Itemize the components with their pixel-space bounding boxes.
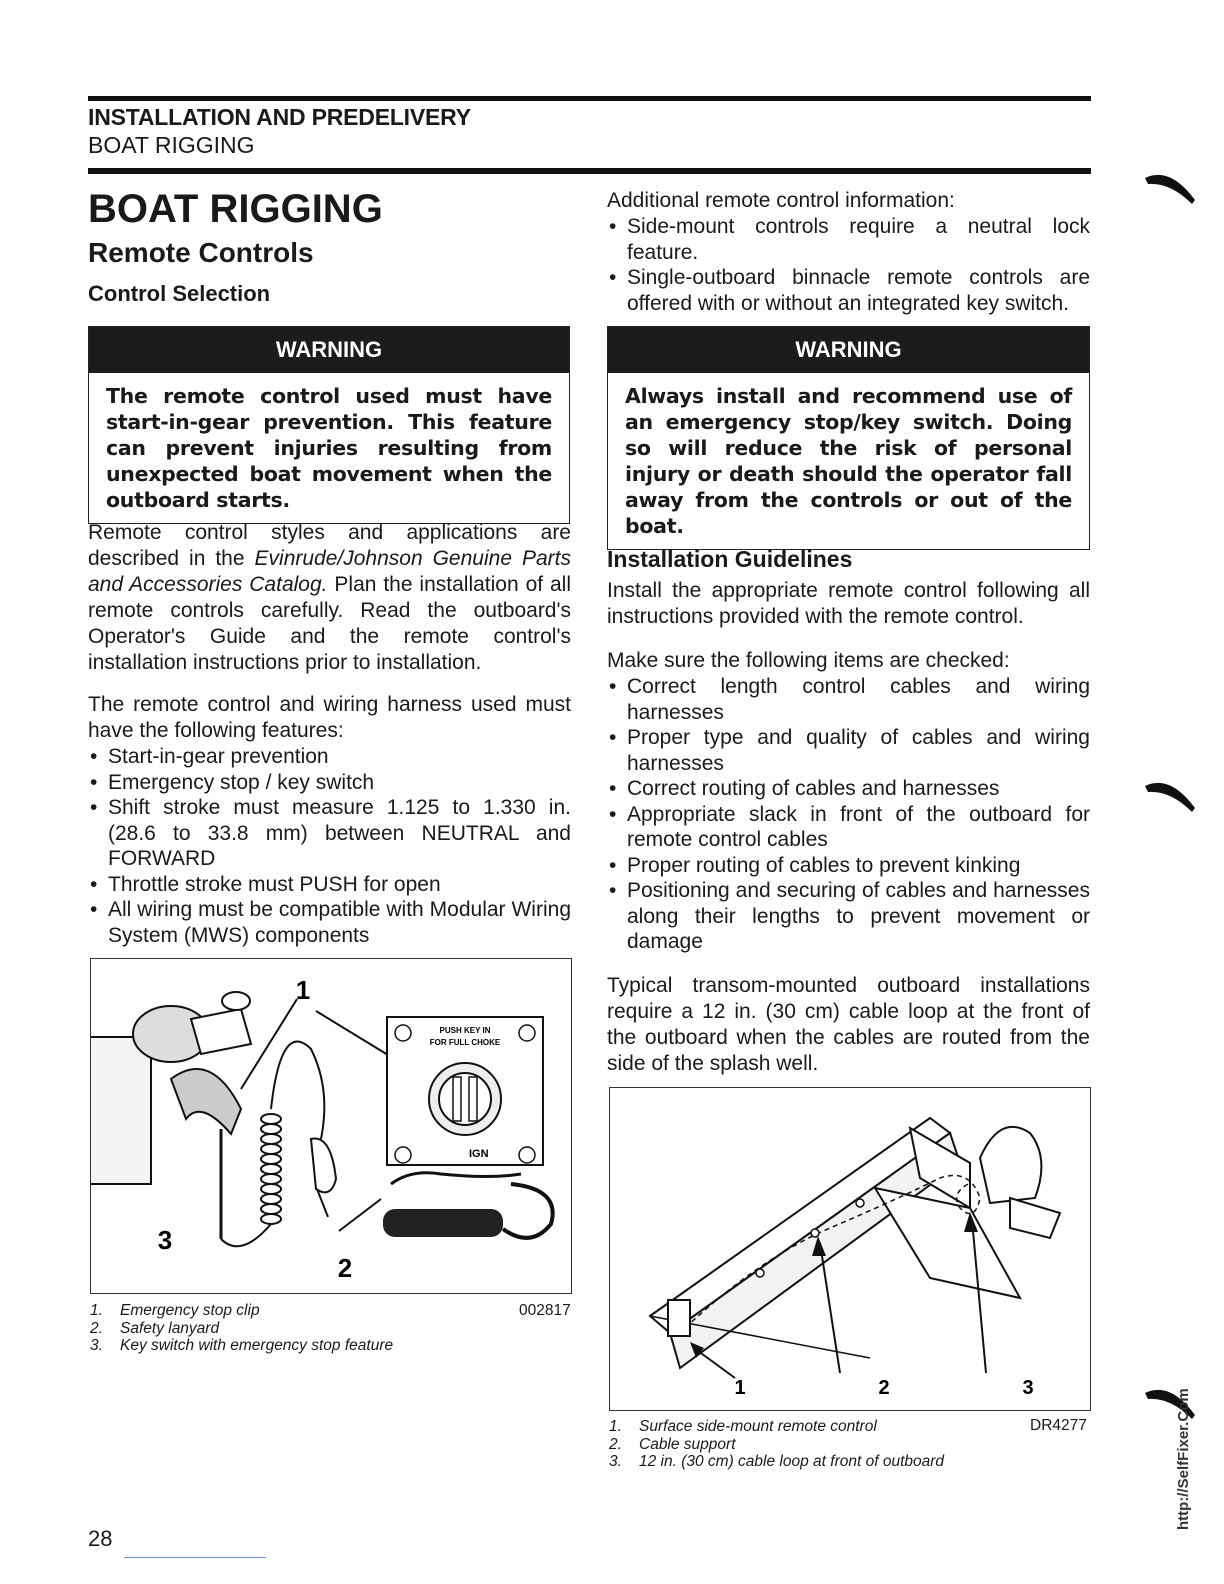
caption-item <box>90 1337 490 1355</box>
right-figure-captions <box>609 1418 1009 1471</box>
heading-control-selection: Control Selection <box>88 281 271 306</box>
list-item: • Side-mount controls require a neutral lock feature. <box>607 214 1090 265</box>
list-item: • Proper routing of cables to prevent kinking <box>607 853 1090 879</box>
page-number: 28 <box>88 1526 113 1551</box>
caption-text: Emergency stop clip <box>120 1302 260 1319</box>
panel-label-line1: PUSH KEY IN <box>439 1026 491 1035</box>
text-run: Plan the installation of all remote controls carefully. Read the outboard's Operator's Guide and the remote control's installation instructions prior to installation. <box>88 573 571 674</box>
callout-2: 2 <box>878 1377 890 1399</box>
callout-1: 1 <box>295 975 311 1005</box>
list-item: • All wiring must be compatible with Modular Wiring System (MWS) components <box>88 897 571 948</box>
paragraph: Install the appropriate remote control following all instructions provided with the remote control. <box>607 579 1090 628</box>
list-item: • Emergency stop / key switch <box>88 770 571 796</box>
paragraph: The remote control and wiring harness used must have the following features: <box>88 693 571 742</box>
caption-text: Surface side-mount remote control <box>639 1418 877 1435</box>
list-item: • Proper type and quality of cables and wiring harnesses <box>607 725 1090 776</box>
caption-item <box>90 1302 490 1320</box>
caption-item <box>609 1453 1009 1471</box>
paragraph: Typical transom-mounted outboard installations require a 12 in. (30 cm) cable loop at the front of the outboard when the cables are routed from the side of the splash well. <box>607 973 1090 1075</box>
warning-text: Always install and recommend use of an emergency stop/key switch. Doing so will reduce the risk of personal injury or death should the operator fall away from the controls or out of the boat. <box>625 384 1072 538</box>
callout-1: 1 <box>734 1377 746 1399</box>
warning-label: WARNING <box>275 337 383 362</box>
text-run: Remote control styles and applications are described in the <box>88 521 571 570</box>
caption-item <box>90 1320 490 1338</box>
list-item: • Appropriate slack in front of the outboard for remote control cables <box>607 802 1090 853</box>
side-url[interactable]: http://SelfFixer.Com <box>1175 1388 1192 1530</box>
footer-link-line <box>124 1557 266 1558</box>
list-item: • Correct length control cables and wiring harnesses <box>607 674 1090 725</box>
panel-label-line2: FOR FULL CHOKE <box>429 1038 501 1047</box>
list-item: • Start-in-gear prevention <box>88 744 571 770</box>
caption-text: Key switch with emergency stop feature <box>120 1337 394 1354</box>
top-rule <box>88 96 1091 101</box>
left-body <box>88 520 571 948</box>
caption-item <box>609 1436 1009 1454</box>
warning-bar <box>608 327 1089 373</box>
list-item: • Throttle stroke must PUSH for open <box>88 872 571 898</box>
page-title: BOAT RIGGING <box>88 187 383 231</box>
paragraph <box>88 520 571 676</box>
feature-list <box>88 744 571 948</box>
caption-number: 2. <box>90 1319 103 1337</box>
caption-number: 1. <box>609 1418 622 1435</box>
heading-installation-guidelines: Installation Guidelines <box>607 546 853 572</box>
header-rule <box>88 168 1091 174</box>
caption-text: 12 in. (30 cm) cable loop at front of outboard <box>639 1453 945 1470</box>
right-figure-id: DR4277 <box>1030 1417 1087 1434</box>
left-figure-captions <box>90 1302 490 1355</box>
caption-text: Safety lanyard <box>120 1319 220 1337</box>
binder-hole-mark-icon <box>1140 768 1200 818</box>
paragraph: Additional remote control information: <box>607 189 955 212</box>
key-switch-illustration <box>91 959 571 1293</box>
right-body <box>607 544 1090 1077</box>
caption-number: 3. <box>90 1337 103 1354</box>
caption-number: 3. <box>609 1453 622 1470</box>
paragraph: Make sure the following items are checked: <box>607 649 1010 672</box>
callout-2: 2 <box>337 1253 353 1283</box>
cable-routing-illustration <box>610 1088 1090 1410</box>
list-item: • Correct routing of cables and harnesses <box>607 776 1090 802</box>
catalog-title: Evinrude/Johnson Genuine Parts and Accessories Catalog. <box>88 547 571 596</box>
warning-text: The remote control used must have start-in-gear prevention. This feature can prevent injuries resulting from unexpected boat movement when the outboard starts. <box>106 384 552 512</box>
heading-remote-controls: Remote Controls <box>88 237 314 268</box>
list-item: • Shift stroke must measure 1.125 to 1.330 in. (28.6 to 33.8 mm) between NEUTRAL and FORWARD <box>88 795 571 872</box>
binder-hole-mark-icon <box>1140 160 1200 210</box>
checklist <box>607 674 1090 955</box>
list-item: • Single-outboard binnacle remote controls are offered with or without an integrated key switch. <box>607 265 1090 316</box>
caption-number: 1. <box>90 1302 103 1319</box>
warning-box-right <box>607 326 1090 550</box>
subsection-header: BOAT RIGGING <box>88 132 255 158</box>
warning-bar <box>89 327 569 373</box>
caption-text: Cable support <box>639 1435 736 1453</box>
info-list <box>607 214 1090 316</box>
left-column <box>88 186 572 307</box>
left-figure-id: 002817 <box>519 1302 571 1319</box>
right-top <box>607 188 1090 316</box>
cable-routing-figure <box>609 1087 1091 1411</box>
list-item: • Positioning and securing of cables and harnesses along their lengths to prevent movement or damage <box>607 878 1090 955</box>
caption-number: 2. <box>609 1435 622 1453</box>
callout-3: 3 <box>157 1225 173 1255</box>
warning-box-left <box>88 326 570 524</box>
warning-label: WARNING <box>795 337 902 362</box>
callout-3: 3 <box>1022 1377 1034 1399</box>
key-switch-figure <box>90 958 572 1294</box>
section-header: INSTALLATION AND PREDELIVERY <box>88 104 471 130</box>
caption-item <box>609 1418 1009 1436</box>
panel-ign-label: IGN <box>469 1148 489 1160</box>
